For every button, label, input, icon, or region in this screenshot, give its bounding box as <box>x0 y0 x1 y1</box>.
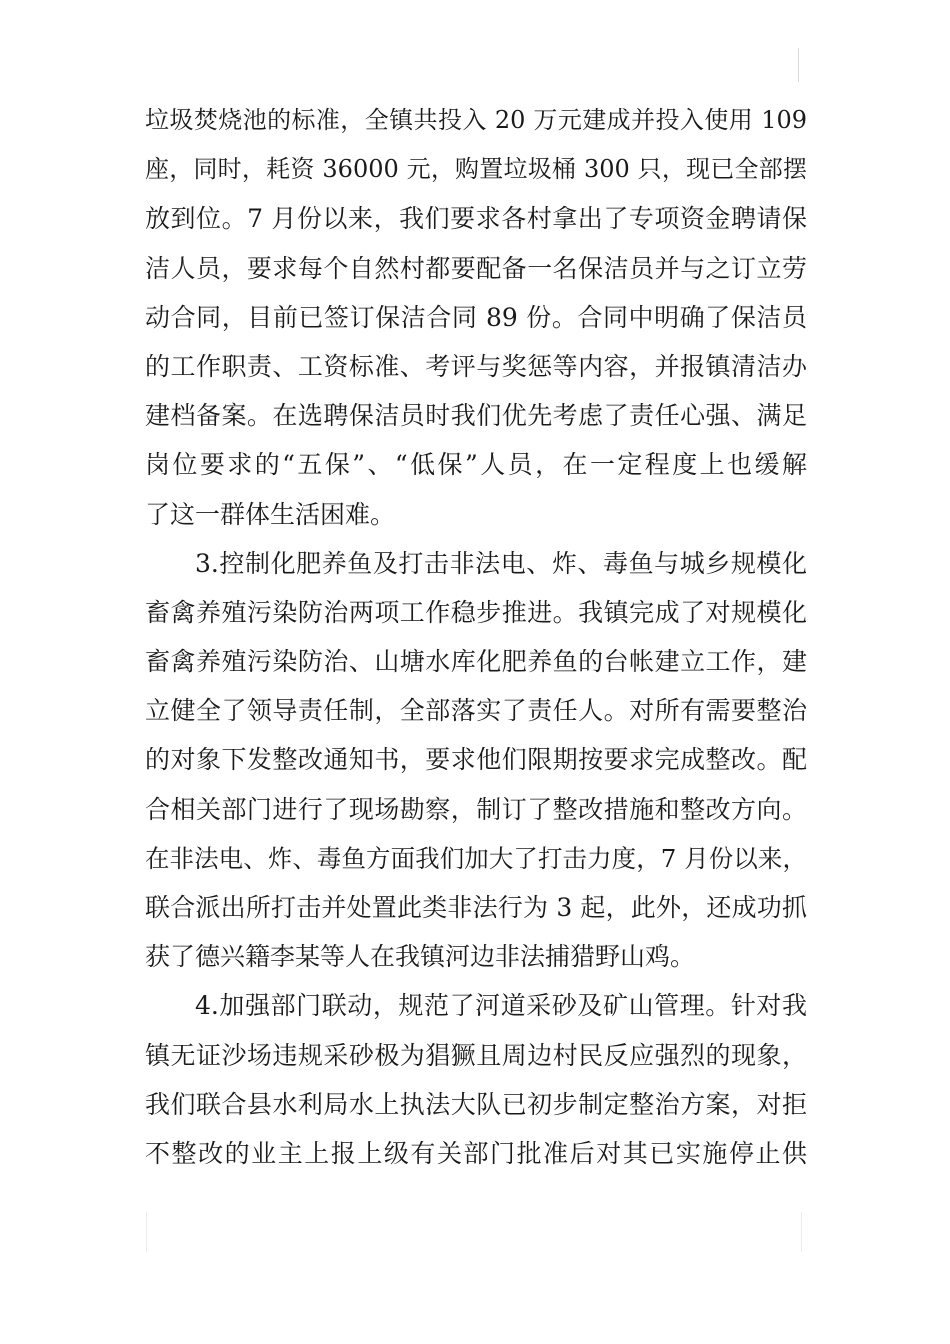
page-corner-mark-bottom-right <box>801 1212 802 1252</box>
text-line: 畜禽养殖污染防治、山塘水库化肥养鱼的台帐建立工作，建 <box>145 647 807 677</box>
text-line: 获了德兴籍李某等人在我镇河边非法捕猎野山鸡。 <box>145 942 696 972</box>
body-text <box>145 96 807 1178</box>
text-line: 建档备案。在选聘保洁员时我们优先考虑了责任心强、满足 <box>145 401 807 431</box>
text-line: 垃圾焚烧池的标准，全镇共投入 20 万元建成并投入使用 109 <box>145 106 807 134</box>
text-line: 座，同时，耗资 36000 元，购置垃圾桶 300 只，现已全部摆 <box>145 155 807 184</box>
text-line: 岗位要求的“五保”、“低保”人员，在一定程度上也缓解 <box>145 450 807 480</box>
text-line-paragraph-start: 4.加强部门联动，规范了河道采砂及矿山管理。针对我 <box>195 991 807 1021</box>
text-line: 合相关部门进行了现场勘察，制订了整改措施和整改方向。 <box>145 794 807 824</box>
text-line: 不整改的业主上报上级有关部门批准后对其已实施停止供 <box>145 1138 807 1168</box>
page-corner-mark-top-right <box>798 48 799 82</box>
text-line: 了这一群体生活困难。 <box>145 499 396 529</box>
text-line: 的工作职责、工资标准、考评与奖惩等内容，并报镇清洁办 <box>145 351 807 381</box>
text-line-paragraph-start: 3.控制化肥养鱼及打击非法电、炸、毒鱼与城乡规模化 <box>195 548 807 578</box>
text-line: 联合派出所打击并处置此类非法行为 3 起，此外，还成功抓 <box>145 893 807 922</box>
page-corner-mark-bottom-left <box>146 1212 147 1252</box>
text-line: 我们联合县水利局水上执法大队已初步制定整治方案，对拒 <box>145 1089 807 1119</box>
text-line: 放到位。7 月份以来，我们要求各村拿出了专项资金聘请保 <box>145 204 807 234</box>
text-line: 动合同，目前已签订保洁合同 89 份。合同中明确了保洁员 <box>145 302 807 332</box>
text-line: 畜禽养殖污染防治两项工作稳步推进。我镇完成了对规模化 <box>145 597 807 627</box>
text-line: 立健全了领导责任制，全部落实了责任人。对所有需要整治 <box>145 696 807 726</box>
text-line: 镇无证沙场违规采砂极为猖獗且周边村民反应强烈的现象， <box>145 1040 807 1070</box>
text-line: 在非法电、炸、毒鱼方面我们加大了打击力度，7 月份以来， <box>145 843 807 873</box>
text-line: 洁人员，要求每个自然村都要配备一名保洁员并与之订立劳 <box>145 253 807 283</box>
text-line: 的对象下发整改通知书，要求他们限期按要求完成整改。配 <box>145 745 807 775</box>
